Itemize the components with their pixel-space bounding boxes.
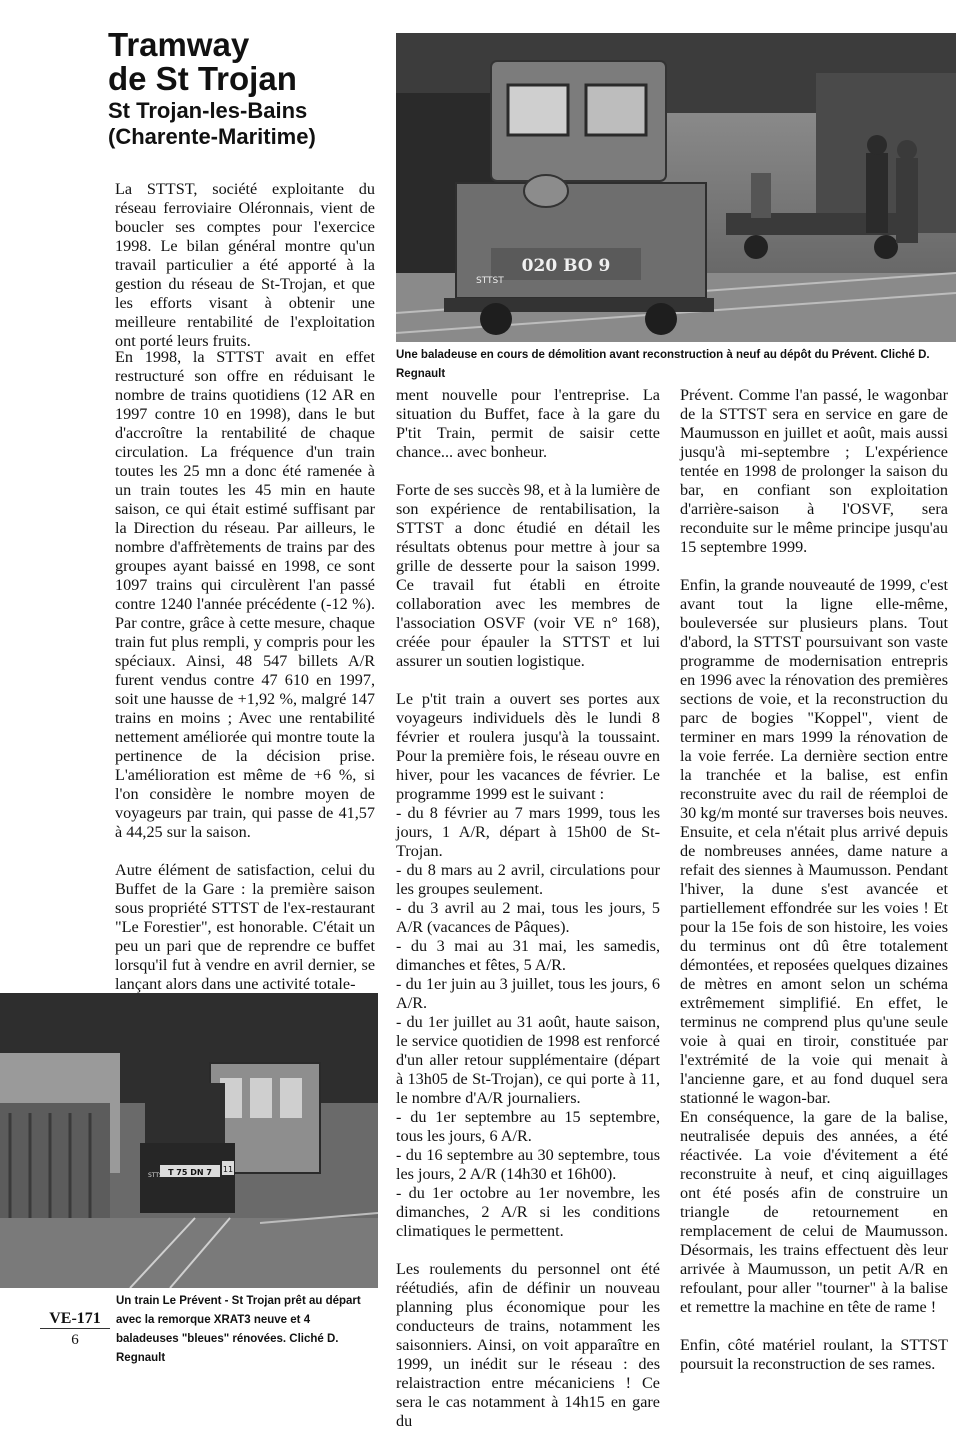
schedule-item: - du 1er octobre au 1er novembre, les dimanches, 2 A/R si les conditions climatiques le permettent. — [396, 1184, 660, 1240]
schedule-item: - du 8 mars au 2 avril, circulations pour les groupes seulement. — [396, 861, 660, 898]
page-number: 6 — [71, 1332, 79, 1348]
schedule-item: - du 16 septembre au 30 septembre, tous les jours, 2 A/R (14h30 et 16h00). — [396, 1146, 660, 1183]
paragraph: Prévent. Comme l'an passé, le wagonbar de la STTST sera en service en gare de Maumusson en juillet et août, mais aussi jusqu'à mi-septembre ; L'expérience tentée en 1998 de prolonger la saison du bar, en confiant son exploitation d'arrière-saison à l'OSVF, sera reconduite sur le même principe jusqu'au 15 septembre 1999. — [680, 386, 948, 556]
title-line-2: de St Trojan — [108, 60, 297, 97]
bottom-loco-badge: STTST — [148, 1172, 167, 1179]
schedule-item: - du 8 février au 7 mars 1999, tous les jours, 1 A/R, départ à 15h00 de St-Trojan. — [396, 804, 660, 860]
column-1-intro — [115, 180, 375, 351]
top-loco-badge: STTST — [476, 276, 504, 286]
paragraph: Les roulements du personnel ont été réétudiés, afin de définir un nouveau planning plus économique pour les conducteurs de trains, notamment les saisonniers. Ainsi, on voit apparaître en 1999, un inédit sur le réseau : des relaistraction entre mécaniciens ! Ce sera le cas notamment à 14h15 en gare du — [396, 1260, 660, 1430]
top-photo-illustration — [396, 33, 956, 342]
issue-label: VE-171 — [40, 1310, 110, 1329]
bottom-photo-illustration — [0, 993, 378, 1288]
schedule-item: - du 1er juin au 3 juillet, tous les jours, 6 A/R. — [396, 975, 660, 1012]
schedule-item: - du 3 mai au 31 mai, les samedis, dimanches et fêtes, 5 A/R. — [396, 937, 660, 974]
paragraph: ment nouvelle pour l'entreprise. La situation du Buffet, face à la gare du P'tit Train, permit de saisir cette chance... avec bonheur. — [396, 386, 660, 461]
bottom-loco-plate: T 75 DN 7 — [168, 1168, 212, 1177]
subtitle-line-1: St Trojan-les-Bains — [108, 98, 308, 123]
bottom-photo — [0, 993, 378, 1288]
subtitle-line-2: (Charente-Maritime) — [108, 124, 316, 149]
schedule-item: - du 1er septembre au 15 septembre, tous les jours, 6 A/R. — [396, 1108, 660, 1145]
paragraph: En 1998, la STTST avait en effet restructuré son offre en réduisant le nombre de trains quotidiens (12 AR en 1997 contre 10 en 1998), dans le but d'accroître la rentabilité de chaque circulation. La fréquence d'un train toutes les 25 mn a donc été ramenée à un train toutes les 45 min en haute saison, ce qui était estimé suffisant par la Direction du réseau. Par ailleurs, le nombre d'affrètements de trains par des groupes ayant baissé en 1998, ce sont 1097 trains qui circulèrent l'an passé contre 1240 l'année précédente (-12 %). Par contre, grâce à cette mesure, chaque train fut plus rempli, y compris pour les spéciaux. Ainsi, 48 547 billets A/R furent vendus contre 47 610 en 1997, soit une hausse de +1,92 %, malgré 147 trains en moins ; Avec une rentabilité nettement améliorée qui montre toute la pertinence de la décision prise. L'amélioration est même de +6 %, si l'on considère le nombre moyen de voyageurs par train, qui passe de 41,57 à 44,25 sur la saison. — [115, 348, 375, 841]
bottom-photo-caption: Un train Le Prévent - St Trojan prêt au départ avec la remorque XRAT3 neuve et 4 baladeuses "bleues" rénovées. Cliché D. Regnault — [116, 1295, 361, 1364]
column-3 — [680, 386, 948, 1374]
top-loco-plate: 020 BO 9 — [521, 256, 611, 276]
column-1 — [115, 348, 375, 994]
article-subtitle — [108, 98, 398, 150]
column-2 — [396, 386, 660, 1431]
bottom-loco-number: 11 — [222, 1165, 234, 1174]
article-title — [108, 28, 398, 96]
paragraph: Autre élément de satisfaction, celui du Buffet de la Gare : la première saison sous propriété STTST de l'ex-restaurant "Le Forestier", est honorable. C'était un peu un pari que de reprendre ce buffet lorsqu'il fut à vendre en avril dernier, se lançant alors dans une activité totale- — [115, 861, 375, 993]
paragraph: En conséquence, la gare de la balise, neutralisée depuis des années, a été réactivée. La voie d'évitement a été reconstruite à neuf, et cinq aiguillages ont été posés afin de construire un triangle de retournement en remplacement de celui de Maumusson. Désormais, les trains effectuent dès leur arrivée à Maumusson, un petit A/R en refoulant, pour aller "tourner" à la balise et remettre la machine en tête de rame ! — [680, 1108, 948, 1316]
schedule-item: - du 1er juillet au 31 août, haute saison, le service quotidien de 1998 est renforcé d'un aller retour supplémentaire (départ à 13h05 de St-Trojan), ce qui porte à 11, le nombre d'A/R journaliers. — [396, 1013, 660, 1107]
title-line-1: Tramway — [108, 26, 250, 63]
top-photo-caption: Une baladeuse en cours de démolition avant reconstruction à neuf au dépôt du Prévent. Cliché D. Regnault — [396, 349, 930, 380]
paragraph: Enfin, côté matériel roulant, la STTST poursuit la reconstruction de ses rames. — [680, 1336, 948, 1373]
paragraph: Enfin, la grande nouveauté de 1999, c'est avant tout la ligne elle-même, bouleversée sur plusieurs plans. Tout d'abord, la STTST poursuivant son vaste programme de modernisation entrepris en 1996 avec la rénovation des premières sections de voie, et la reconstruction du parc de bogies "Koppel", vient de terminer en mars 1999 la rénovation de la voie ferrée. La dernière section entre la tranchée et la balise, est enfin reconstruite avec du rail de réemploi de 30 kg/m monté sur traverses bois neuves. Ensuite, et cela n'était plus arrivé depuis de nombreuses années, dame nature a refait des siennes à Maumusson. Pendant l'hiver, la dune s'est avancée et partiellement effondrée sur les voies ! Et pour la 15e fois de son histoire, les voies du terminus ont dû être totalement démontées, et reposées quelques dizaines de mètres en amont selon un schéma extrêmement simplifié. En effet, le terminus ne comprend plus qu'une seule voie à quai en tiroir, constituée par l'extrémité de la voie qui menait à l'ancienne gare, et au fond duquel sera stationné le wagon-bar. — [680, 576, 948, 1107]
paragraph: La STTST, société exploitante du réseau ferroviaire Oléronnais, vient de boucler ses comptes pour l'exercice 1998. Le bilan général montre qu'un travail particulier a été apporté à la gestion du réseau de St-Trojan, et que les efforts visant à obtenir une meilleure rentabilité de l'exploitation ont porté leurs fruits. — [115, 180, 375, 350]
schedule-item: - du 3 avril au 2 mai, tous les jours, 5 A/R (vacances de Pâques). — [396, 899, 660, 936]
paragraph: Forte de ses succès 98, et à la lumière de son expérience de rentabilisation, la STTST a donc étudié en détail les résultats obtenus pour mettre à jour sa grille de desserte pour la saison 1999. Ce travail fut établi en étroite collaboration avec les membres de l'association OSVF (voir VE n° 168), créée pour épauler la STTST et lui assurer un soutien logistique. — [396, 481, 660, 670]
paragraph: Le p'tit train a ouvert ses portes aux voyageurs individuels dès le lundi 8 février et roulera jusqu'à la toussaint. Pour la première fois, le réseau ouvre en hiver, pour les vacances de février. Le programme 1999 est le suivant : — [396, 690, 660, 803]
top-photo — [396, 33, 956, 342]
